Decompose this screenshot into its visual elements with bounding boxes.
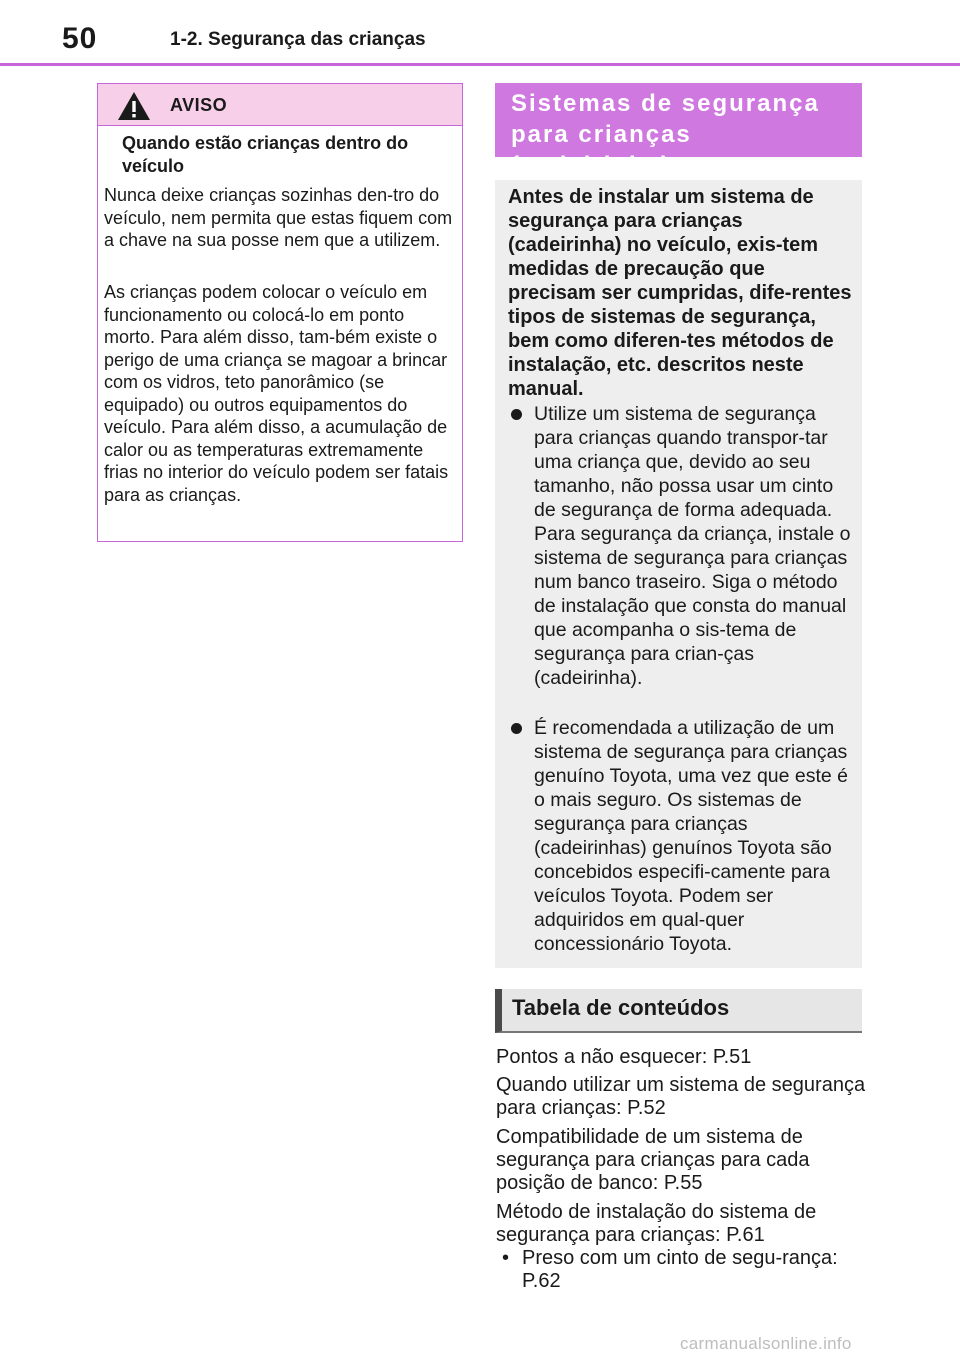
intro-text: Antes de instalar um sistema de segurança para crianças (cadeirinha) no veículo, exis-tem medidas de precaução que precisam ser cumpridas, dife-rentes tipos de sistemas de segurança, bem como diferen-tes métodos de instalação, etc. descritos neste manual. (508, 186, 852, 400)
toc-item[interactable]: Pontos a não esquecer: P.51 (496, 1046, 752, 1068)
warning-subtitle: Quando estão crianças dentro do veículo (122, 133, 409, 176)
bullet-dot-icon (511, 723, 522, 734)
warning-header-divider (98, 125, 462, 126)
section-title: 1-2. Segurança das crianças (170, 29, 426, 50)
section-banner (495, 83, 862, 179)
list-item-text: É recomendada a utilização de um sistema de segurança para crianças genuíno Toyota, uma vez que este é o mais seguro. Os sistemas de segurança para crianças (cadeirinhas) genuínos Toyota são concebidos especifi-camente para veículos Toyota. Podem ser adquiridos em qual-quer concessionário Toyota. (534, 717, 849, 955)
toc-title: Tabela de conteúdos (512, 995, 730, 1020)
warning-header (98, 84, 462, 125)
toc-header (495, 989, 862, 1033)
warning-triangle-icon (116, 90, 152, 122)
watermark: carmanualsonline.info (680, 1334, 852, 1353)
list-item-text: Utilize um sistema de segurança para crianças quando transpor-tar uma criança que, devido ao seu tamanho, não possa usar um cinto de segurança de forma adequada. Para segurança da criança, instale o sistema de segurança para crianças num banco traseiro. Siga o método de instalação que consta do manual que acompanha o sis-tema de segurança para crian-ças (cadeirinha). (534, 403, 851, 689)
toc-bullet: • (502, 1247, 510, 1269)
toc-item[interactable]: Compatibilidade de um sistema de segurança para crianças para cada posição de banco: P.55 (496, 1126, 810, 1194)
banner-title: Sistemas de segurança para crianças (cadeirinha) (511, 90, 820, 179)
toc-sub-item-text: Preso com um cinto de segu-rança: P.62 (522, 1247, 838, 1292)
warning-paragraph: As crianças podem colocar o veículo em funcionamento ou colocá-lo em ponto morto. Para além disso, tam-bém existe o perigo de uma criança se magoar a brincar com os vidros, teto panorâmico (se equipado) ou outros equipamentos do veículo. Para além disso, a acumulação de calor ou as temperaturas extremamente frias no interior do veículo podem ser fatais para as crianças. (104, 282, 449, 505)
toc-item[interactable]: Método de instalação do sistema de segurança para crianças: P.61 (496, 1201, 817, 1246)
header-divider (0, 63, 960, 66)
warning-label: AVISO (170, 95, 228, 115)
warning-paragraph: Nunca deixe crianças sozinhas den-tro do veículo, nem permita que estas fiquem com a chave na sua posse nem que a utilizem. (104, 185, 453, 250)
toc-item[interactable]: Quando utilizar um sistema de segurança para crianças: P.52 (496, 1074, 866, 1119)
bullet-dot-icon (511, 409, 522, 420)
intro-panel (495, 180, 862, 968)
warning-box (97, 83, 463, 542)
page-header (0, 0, 960, 66)
page-number: 50 (62, 22, 98, 55)
